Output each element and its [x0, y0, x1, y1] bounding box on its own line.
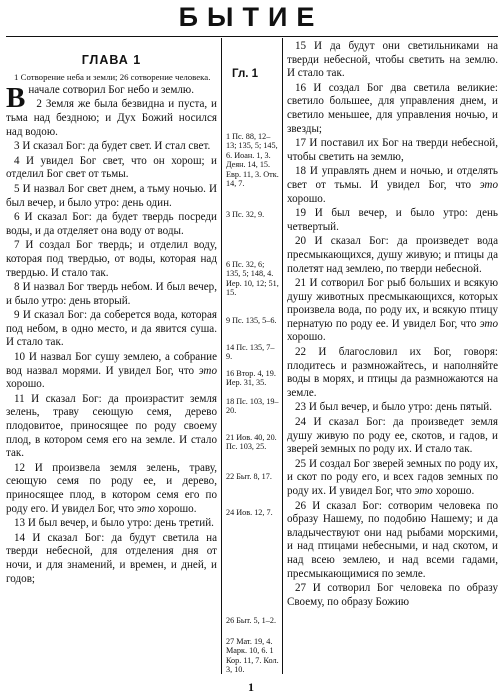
cross-reference: 1 Пс. 88, 12–13; 135, 5; 145, 6. Иоан. 1, 3. Деян. 14, 15. Евр. 11, 3. Отк. 14, 7.	[226, 132, 279, 189]
verse-text: И сказал Бог: да будет свет. И стал свет.	[22, 140, 211, 153]
chapter-heading: ГЛАВА 1	[81, 53, 142, 67]
verse-number: 2	[36, 98, 42, 111]
verse	[6, 281, 217, 308]
cross-reference: 27 Мат. 19, 4. Марк. 10, 6. 1 Кор. 11, 7. Кол. 3, 10.	[226, 637, 279, 675]
column-divider-left	[221, 38, 222, 674]
verse-text: И сотворил Бог человека по образу Своему, по образу Божию	[287, 582, 498, 608]
verse	[6, 155, 217, 182]
verse-number: 18	[295, 165, 307, 178]
verse-number: 5	[14, 182, 20, 195]
top-rule	[6, 36, 498, 37]
verse	[287, 458, 498, 499]
verse	[287, 582, 498, 609]
verse-text: И сказал Бог: да произведет земля душу живую по роду ее, скотов, и гадов, и зверей земных по роду их. И стало так.	[287, 416, 498, 456]
verse-text: И сказал Бог: да будут светила на тверди небесной, для отделения дня от ночи, и для знамений, и времен, и дней, и годов;	[6, 531, 217, 585]
verse-text: начале сотворил Бог небо и землю.	[28, 83, 194, 96]
verse-text: хорошо.	[287, 331, 326, 344]
verse	[287, 235, 498, 276]
verse-text: И назвал Бог свет днем, а тьму ночью. И был вечер, и было утро: день один.	[6, 182, 217, 209]
verse-text: И создал Бог зверей земных по роду их, и скот по роду его, и всех гадов земных по роду их. И увидел Бог, что	[287, 457, 498, 497]
verse-text: И был вечер, и было утро: день четвертый.	[287, 207, 498, 233]
chapter-summary: 1 Сотворение неба и земли; 26 сотворение человека.	[14, 71, 211, 82]
book-title: БЫТИЕ	[178, 2, 324, 32]
left-text-column	[6, 40, 217, 676]
verse-number: 21	[295, 277, 307, 290]
cross-reference: 9 Пс. 135, 5–6.	[226, 316, 277, 325]
verse	[6, 98, 217, 139]
verse-text: И увидел Бог свет, что он хорош; и отделил Бог свет от тьмы.	[6, 154, 217, 181]
verse	[6, 81, 217, 114]
verse	[6, 211, 217, 238]
verse-number: 23	[295, 401, 307, 414]
verse	[6, 351, 217, 392]
cross-reference: 24 Иов. 12, 7.	[226, 508, 273, 517]
verse-number: 14	[14, 531, 26, 544]
verse-italic-word: это	[414, 485, 433, 497]
verse-text: И сказал Бог: да соберется вода, которая под небом, в одно место, и да явится суша. И стало так.	[6, 309, 217, 349]
verse-text: хорошо.	[6, 378, 45, 391]
reference-column	[224, 40, 280, 676]
column-divider-right	[282, 38, 283, 674]
verse	[287, 40, 498, 81]
drop-cap-letter: В	[6, 81, 26, 114]
verse-number: 13	[14, 517, 26, 530]
verse-number: 8	[14, 281, 20, 294]
verse-text: И сказал Бог: сотворим человека по образу Нашему, по подобию Нашему; и да владычествуют они над рыбами морскими, и над птицами небесными, и над скотом, и над всею землею, и над всеми гадами, пресмыкающимися по земле.	[287, 499, 498, 580]
cross-reference: 16 Втор. 4, 19. Иер. 31, 35.	[226, 369, 276, 388]
verse	[6, 517, 217, 531]
verse-number: 15	[295, 40, 307, 52]
verse-number: 25	[295, 457, 307, 470]
verse-number: 10	[14, 351, 26, 364]
verse-number: 12	[14, 461, 26, 474]
verse	[6, 393, 217, 461]
verse-number: 20	[295, 235, 307, 248]
verse	[6, 532, 217, 586]
verse-number: 9	[14, 309, 20, 322]
right-text-column	[287, 40, 498, 676]
verse-text: И назвал Бог твердь небом. И был вечер, и было утро: день вторый.	[6, 281, 217, 307]
verse-text: хорошо.	[287, 192, 326, 205]
verse-number: 11	[14, 392, 25, 405]
verse-italic-word: это	[479, 317, 498, 330]
verse-text: хорошо.	[155, 502, 197, 515]
right-verse-list	[287, 40, 498, 609]
verse-text: И да будут они светильниками на тверди небесной, чтобы светить на землю. И стало так.	[287, 40, 498, 80]
reference-column-heading: Гл. 1	[232, 68, 259, 80]
cross-reference: 3 Пс. 32, 9.	[226, 210, 265, 219]
verse	[287, 346, 498, 400]
verse-italic-word: это	[136, 502, 156, 515]
verse	[6, 183, 217, 210]
cross-reference: 6 Пс. 32, 6; 135, 5; 148, 4. Иер. 10, 12; 51, 15.	[226, 260, 279, 298]
verse-text: И управлять днем и ночью, и отделять свет от тьмы. И увидел Бог, что	[287, 165, 498, 191]
verse	[6, 462, 217, 516]
verse	[287, 82, 498, 136]
verse-text: хорошо.	[432, 485, 475, 497]
verse	[287, 137, 498, 164]
verse-text: И сказал Бог: да будет твердь посреди воды, и да отделяет она воду от воды.	[6, 211, 217, 237]
verse-number: 19	[295, 207, 307, 220]
verse-number: 17	[295, 137, 307, 150]
verse-number: 6	[14, 211, 20, 224]
verse-text: И произвела земля зелень, траву, сеющую семя по роду ее, и дерево, приносящее плод, в котором семя его по роду его. И увидел Бог, что	[6, 461, 217, 515]
verse-number: 26	[295, 499, 307, 512]
verse	[287, 401, 498, 415]
cross-reference: 14 Пс. 135, 7–9.	[226, 343, 275, 362]
verse-text: И сказал Бог: да произрастит земля зелень, траву сеющую семя, дерево плодовитое, приносящее по роду своему плод, в котором семя его на земле. И стало так.	[6, 392, 217, 460]
verse	[287, 165, 498, 206]
verse-number: 24	[295, 416, 307, 429]
verse-italic-word: это	[198, 364, 217, 377]
verse-number: 7	[14, 239, 20, 252]
cross-reference: 18 Пс. 103, 19–20.	[226, 397, 279, 416]
verse-italic-word: это	[479, 178, 498, 191]
verse-text: И назвал Бог сушу землею, а собрание вод назвал морями. И увидел Бог, что	[6, 351, 217, 377]
verse-text: И сказал Бог: да произведет вода пресмыкающихся, душу живую; и птицы да полетят над землею, по тверди небесной.	[287, 235, 498, 275]
cross-reference: 22 Быт. 8, 17.	[226, 472, 272, 481]
verse-number: 4	[14, 154, 20, 167]
verse-text: И благословил их Бог, говоря: плодитесь и размножайтесь, и наполняйте воды в морях, и птицы да размножаются на земле.	[287, 346, 498, 399]
verse	[287, 500, 498, 582]
cross-reference: 21 Иов. 40, 20. Пс. 103, 25.	[226, 433, 277, 452]
verse-text: И сотворил Бог рыб больших и всякую душу животных пресмыкающихся, которых произвела вода, по роду их, и всякую птицу пернатую по роду ее. И увидел Бог, что	[287, 277, 498, 330]
verse-text: Земля же была безвидна и пуста, и тьма над бездною; и Дух Божий носился над водою.	[6, 98, 217, 138]
verse	[287, 207, 498, 234]
verse-text: И был вечер, и было утро: день пятый.	[308, 401, 493, 414]
verse-text: И создал Бог два светила великие: светило большее, для управления днем, и светило меньшее, для управления ночью, и звезды;	[287, 81, 498, 135]
verse	[6, 239, 217, 280]
verse-text: И поставил их Бог на тверди небесной, чтобы светить на землю,	[287, 137, 498, 163]
verse	[287, 277, 498, 345]
verse	[6, 140, 217, 154]
left-verse-list	[6, 81, 217, 586]
verse-number: 16	[295, 81, 307, 94]
verse-text: И был вечер, и было утро: день третий.	[27, 517, 214, 530]
cross-reference: 26 Быт. 5, 1–2.	[226, 616, 277, 625]
page-number: 1	[248, 680, 254, 694]
verse-text: И создал Бог твердь; и отделил воду, которая под твердью, от воды, которая над твердью. И стало так.	[6, 239, 217, 279]
verse-number: 22	[295, 346, 307, 359]
verse	[287, 416, 498, 457]
verse-number: 3	[14, 140, 20, 153]
verse-number: 27	[295, 582, 307, 595]
verse	[6, 309, 217, 350]
